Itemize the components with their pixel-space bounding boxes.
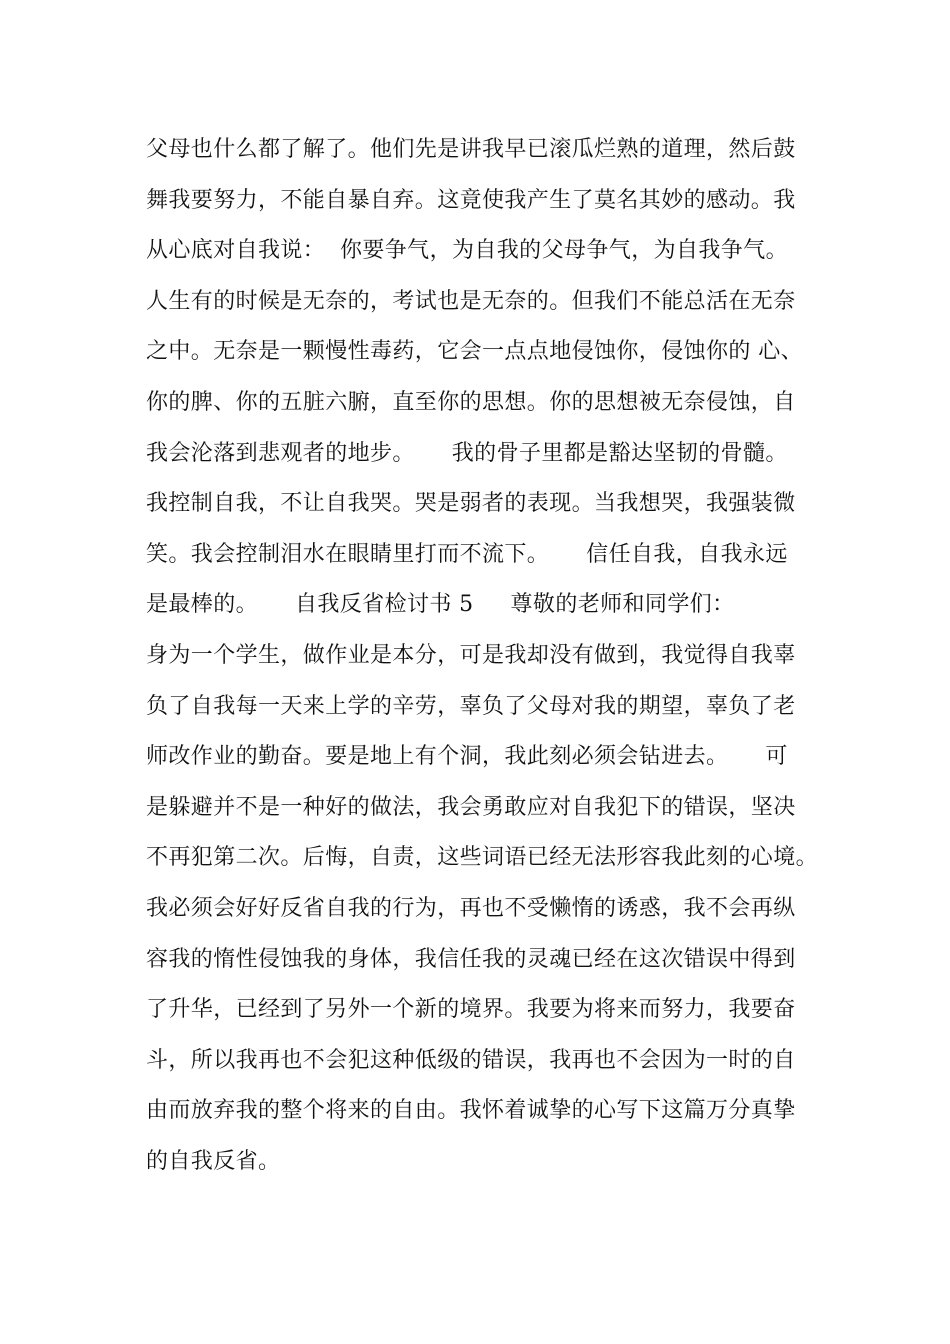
- text-line: 身为一个学生，做作业是本分，可是我却没有做到，我觉得自我辜: [146, 642, 796, 668]
- text-line: 由而放弃我的整个将来的自由。我怀着诚挚的心写下这篇万分真挚: [146, 1098, 796, 1124]
- text-line: 负了自我每一天来上学的辛劳，辜负了父母对我的期望，辜负了老: [146, 693, 796, 719]
- text-line: 了升华，已经到了另外一个新的境界。我要为将来而努力，我要奋: [146, 997, 796, 1023]
- text-line: 笑。我会控制泪水在眼睛里打而不流下。 信任自我，自我永远: [146, 541, 788, 567]
- body-text: [146, 132, 846, 1194]
- text-line: 容我的惰性侵蚀我的身体，我信任我的灵魂已经在这次错误中得到: [146, 946, 796, 972]
- text-line: 师改作业的勤奋。要是地上有个洞，我此刻必须会钻进去。 可: [146, 744, 788, 770]
- text-line: 我必须会好好反省自我的行为，再也不受懒惰的诱惑，我不会再纵: [146, 895, 796, 921]
- text-line: 父母也什么都了解了。他们先是讲我早已滚瓜烂熟的道理，然后鼓: [146, 137, 796, 162]
- text-line: 人生有的时候是无奈的，考试也是无奈的。但我们不能总活在无奈: [146, 288, 796, 314]
- text-line: 是最棒的。 自我反省检讨书 5 尊敬的老师和同学们：: [146, 592, 735, 618]
- text-line: 我会沦落到悲观者的地步。 我的骨子里都是豁达坚韧的骨髓。: [146, 440, 788, 466]
- text-line: 我控制自我，不让自我哭。哭是弱者的表现。当我想哭，我强装微: [146, 491, 796, 517]
- text-line: 是躲避并不是一种好的做法，我会勇敢应对自我犯下的错误，坚决: [146, 794, 796, 820]
- text-line: 之中。无奈是一颗慢性毒药，它会一点点地侵蚀你，侵蚀你的 心、: [146, 339, 803, 365]
- text-line: 的自我反省。: [146, 1148, 281, 1174]
- text-line: 斗，所以我再也不会犯这种低级的错误，我再也不会因为一时的自: [146, 1047, 796, 1073]
- text-line: 从心底对自我说： 你要争气，为自我的父母争气，为自我争气。: [146, 238, 788, 264]
- text-line: 你的脾、你的五脏六腑，直至你的思想。你的思想被无奈侵蚀，自: [146, 389, 796, 415]
- text-line: 舞我要努力，不能自暴自弃。这竟使我产生了莫名其妙的感动。我: [146, 187, 796, 213]
- text-line: 不再犯第二次。后悔，自责，这些词语已经无法形容我此刻的心境。: [146, 845, 819, 871]
